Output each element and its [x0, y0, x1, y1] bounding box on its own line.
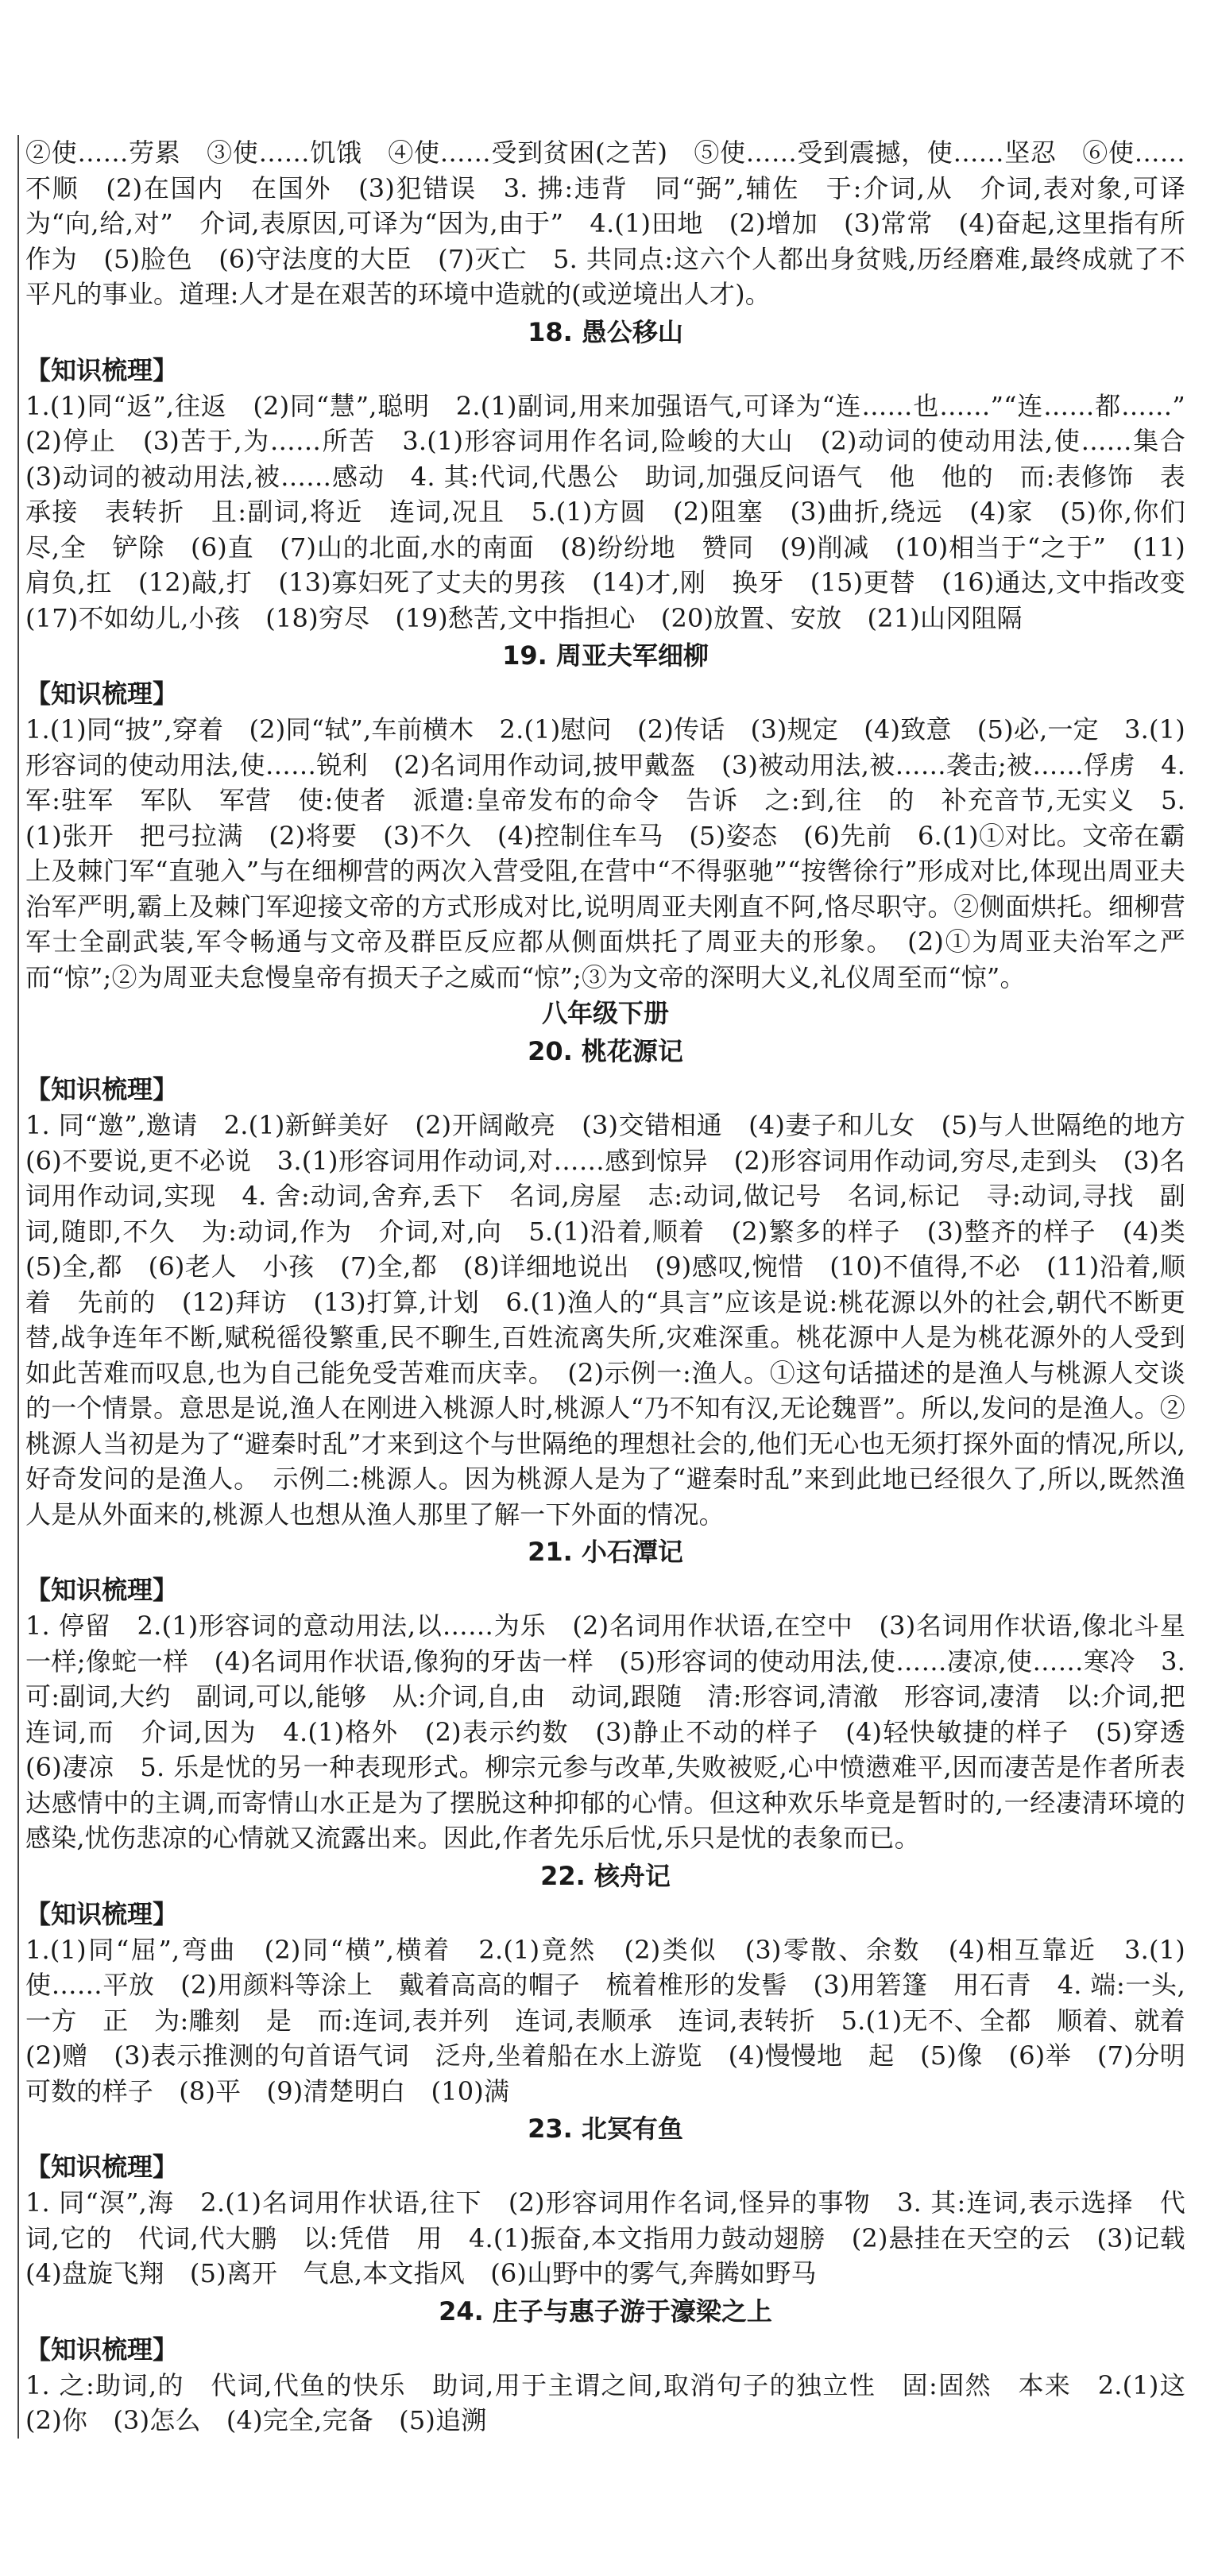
answer-content	[17, 135, 1212, 2439]
section-title: 24. 庄子与惠子游于濠梁之上	[439, 2296, 772, 2327]
section-title: 21. 小石潭记	[528, 1537, 683, 1567]
answer-page	[8, 135, 1212, 2439]
section-body: 1.(1)同“返”,往返 (2)同“慧”,聪明 2.(1)副词,用来加强语气,可译为“连……也……”“连……都……” (2)停止 (3)苦于,为……所苦 3.(1)形容词用作名词,险峻的大山 (2)动词的使动用法,使……集合 (3)动词的被动用法,被……感动 4. 其:代词,代愚公 助词,加强反问语气 他 他的 而:表修饰 表承接 表转折 且:副词,将近 连词,况且 5.(1)方圆 (2)阻塞 (3)曲折,绕远 (4)家 (5)你,你们 尽,全 铲除 (6)直 (7)山的北面,水的南面 (8)纷纷地 赞同 (9)削减 (10)相当于“之于” (11)肩负,扛 (12)敲,打 (13)寡妇死了丈夫的男孩 (14)才,刚 换牙 (15)更替 (16)通达,文中指改变 (17)不如幼儿,小孩 (18)穷尽 (19)愁苦,文中指担心 (20)放置、安放 (21)山冈阻隔	[25, 390, 1212, 633]
section-title: 18. 愚公移山	[528, 316, 683, 347]
section-body: 1. 同“邀”,邀请 2.(1)新鲜美好 (2)开阔敞亮 (3)交错相通 (4)妻子和儿女 (5)与人世隔绝的地方 (6)不要说,更不必说 3.(1)形容词用作动词,对……感到惊异 (2)形容词用作动词,穷尽,走到头 (3)名词用作动词,实现 4. 舍:动词,舍弃,丢下 名词,房屋 志:动词,做记号 名词,标记 寻:动词,寻找 副词,随即,不久 为:动词,作为 介词,对,向 5.(1)沿着,顺着 (2)繁多的样子 (3)整齐的样子 (4)类 (5)全,都 (6)老人 小孩 (7)全,都 (8)详细地说出 (9)感叹,惋惜 (10)不值得,不必 (11)沿着,顺着 先前的 (12)拜访 (13)打算,计划 6.(1)渔人的“具言”应该是说:桃花源以外的社会,朝代不断更替,战争连年不断,赋税徭役繁重,民不聊生,百姓流离失所,灾难深重。桃花源中人是为桃花源外的人受到如此苦难而叹息,也为自己能免受苦难而庆幸。 (2)示例一:渔人。①这句话描述的是渔人与桃源人交谈的一个情景。意思是说,渔人在刚进入桃源人时,桃源人“乃不知有汉,无论魏晋”。所以,发问的是渔人。②桃源人当初是为了“避秦时乱”才来到这个与世隔绝的理想社会的,他们无心也无须打探外面的情况,所以,好奇发问的是渔人。 示例二:桃源人。因为桃源人是为了“避秦时乱”来到此地已经很久了,所以,既然渔人是从外面来的,桃源人也想从渔人那里了解一下外面的情况。	[25, 1110, 1212, 1530]
section-title: 22. 核舟记	[540, 1860, 671, 1891]
knowledge-tag: 【知识梳理】	[25, 1575, 179, 1605]
section-21	[25, 1532, 1212, 1856]
knowledge-tag: 【知识梳理】	[25, 679, 179, 709]
section-22	[25, 1856, 1212, 2110]
knowledge-tag: 【知识梳理】	[25, 1898, 179, 1929]
knowledge-tag: 【知识梳理】	[25, 354, 179, 385]
section-body: 1. 同“溟”,海 2.(1)名词用作状语,往下 (2)形容词用作名词,怪异的事物 3. 其:连词,表示选择 代词,它的 代词,代大鹏 以:凭借 用 4.(1)振奋,本文指用力鼓动翅膀 (2)悬挂在天空的云 (3)记载 (4)盘旋飞翔 (5)离开 气息,本文指风 (6)山野中的雾气,奔腾如野马	[25, 2187, 1212, 2288]
section-19	[25, 636, 1185, 995]
knowledge-tag: 【知识梳理】	[25, 2152, 179, 2182]
section-18	[25, 312, 1212, 636]
section-body: 1. 之:助词,的 代词,代鱼的快乐 助词,用于主谓之间,取消句子的独立性 固:固然 本来 2.(1)这 (2)你 (3)怎么 (4)完全,完备 (5)追溯	[25, 2369, 1212, 2435]
section-body: 1.(1)同“披”,穿着 (2)同“轼”,车前横木 2.(1)慰问 (2)传话 (3)规定 (4)致意 (5)必,一定 3.(1)形容词的使动用法,使……锐利 (2)名词用作动词,披甲戴盔 (3)被动用法,被……袭击;被……俘虏 4. 军:驻军 军队 军营 使:使者 派遣:皇帝发布的命令 告诉 之:到,往 的 补充音节,无实义 5.(1)张开 把弓拉满 (2)将要 (3)不久 (4)控制住车马 (5)姿态 (6)先前 6.(1)①对比。文帝在霸上及棘门军“直驰入”与在细柳营的两次入营受阻,在营中“不得驱驰”“按辔徐行”形成对比,体现出周亚夫治军严明,霸上及棘门军迎接文帝的方式形成对比,说明周亚夫刚直不阿,恪尽职守。②侧面烘托。细柳营军士全副武装,军令畅通与文帝及群臣反应都从侧面烘托了周亚夫的形象。 (2)①为周亚夫治军之严而“惊”;②为周亚夫怠慢皇帝有损天子之威而“惊”;③为文帝的深明大义,礼仪周至而“惊”。	[25, 714, 1185, 992]
knowledge-tag: 【知识梳理】	[25, 2334, 179, 2365]
section-title: 20. 桃花源记	[528, 1036, 683, 1066]
section-23	[25, 2109, 1212, 2292]
intro-paragraph: ②使……劳累 ③使……饥饿 ④使……受到贫困(之苦) ⑤使……受到震撼，使……坚忍 ⑥使……不顺 (2)在国内 在国外 (3)犯错误 3. 拂:违背 同“弼”,辅佐 于:介词,从 介词,表对象,可译为“向,给,对” 介词,表原因,可译为“因为,由于” 4.(1)田地 (2)增加 (3)常常 (4)奋起,这里指有所作为 (5)脸色 (6)守法度的大臣 (7)灭亡 5. 共同点:这六个人都出身贫贱,历经磨难,最终成就了不平凡的事业。道理:人才是在艰苦的环境中造就的(或逆境出人才)。	[25, 137, 1185, 309]
section-body: 1. 停留 2.(1)形容词的意动用法,以……为乐 (2)名词用作状语,在空中 (3)名词用作状语,像北斗星一样;像蛇一样 (4)名词用作状语,像狗的牙齿一样 (5)形容词的使动用法,使……凄凉,使……寒冷 3. 可:副词,大约 副词,可以,能够 从:介词,自,由 动词,跟随 清:形容词,清澈 形容词,凄清 以:介词,把 连词,而 介词,因为 4.(1)格外 (2)表示约数 (3)静止不动的样子 (4)轻快敏捷的样子 (5)穿透 (6)凄凉 5. 乐是忧的另一种表现形式。柳宗元参与改革,失败被贬,心中愤懑难平,因而凄苦是作者所表达感情中的主调,而寄情山水正是为了摆脱这种抑郁的心情。但这种欢乐毕竟是暂时的,一经凄清环境的感染,忧伤悲凉的心情就又流露出来。因此,作者先乐后忧,乐只是忧的表象而已。	[25, 1611, 1212, 1853]
section-body: 1.(1)同“屈”,弯曲 (2)同“横”,横着 2.(1)竟然 (2)类似 (3)零散、余数 (4)相互靠近 3.(1)使……平放 (2)用颜料等涂上 戴着高高的帽子 梳着椎形的发髻 (3)用箬篷 用石青 4. 端:一头,一方 正 为:雕刻 是 而:连词,表并列 连词,表顺承 连词,表转折 5.(1)无不、全都 顺着、就着 (2)赠 (3)表示推测的句首语气词 泛舟,坐着船在水上游览 (4)慢慢地 起 (5)像 (6)举 (7)分明可数的样子 (8)平 (9)清楚明白 (10)满	[25, 1934, 1212, 2106]
knowledge-tag: 【知识梳理】	[25, 1074, 179, 1104]
section-20	[25, 1031, 1212, 1532]
grade-heading: 八年级下册	[541, 998, 669, 1028]
section-24	[25, 2292, 1212, 2439]
section-title: 19. 周亚夫军细柳	[502, 640, 709, 671]
section-title: 23. 北冥有鱼	[528, 2114, 683, 2144]
